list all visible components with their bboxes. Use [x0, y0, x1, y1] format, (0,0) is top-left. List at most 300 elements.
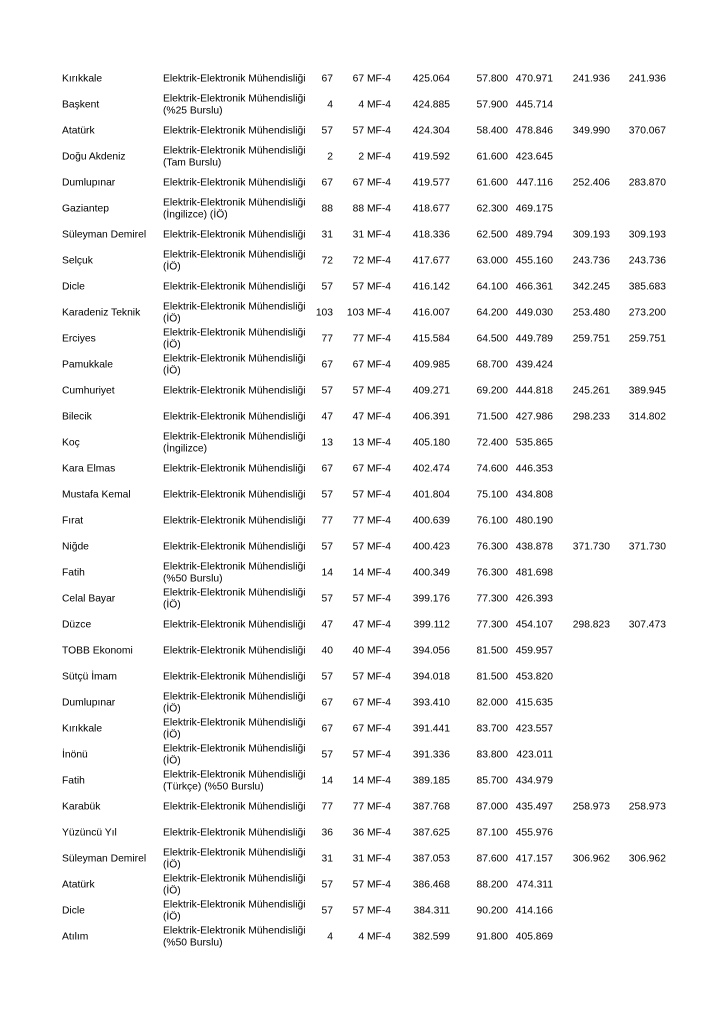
value-col-2: 273.200 — [628, 307, 666, 319]
table-row — [62, 664, 674, 690]
max-score: 434.808 — [515, 489, 553, 501]
max-score: 444.818 — [515, 385, 553, 397]
min-score: 389.185 — [412, 775, 450, 787]
max-score: 427.986 — [515, 411, 553, 423]
university-name: TOBB Ekonomi — [62, 645, 133, 657]
university-name: Gaziantep — [62, 203, 109, 215]
max-score: 405.869 — [515, 931, 553, 943]
min-score: 386.468 — [412, 879, 450, 891]
quota-type: 57 MF-4 — [352, 879, 391, 891]
quota: 67 — [321, 697, 333, 709]
success-rank: 62.500 — [476, 229, 508, 241]
value-col-1: 243.736 — [572, 255, 610, 267]
program-name — [163, 926, 306, 949]
program-name — [163, 463, 306, 475]
program-line: Elektrik-Elektronik Mühendisliği — [163, 587, 306, 599]
value-col-2: 306.962 — [628, 853, 666, 865]
quota-type: 77 MF-4 — [352, 801, 391, 813]
quota-type: 67 MF-4 — [352, 177, 391, 189]
program-line: Elektrik-Elektronik Mühendisliği — [163, 827, 306, 839]
min-score: 387.625 — [412, 827, 450, 839]
program-line: Elektrik-Elektronik Mühendisliği — [163, 229, 306, 241]
university-name: Pamukkale — [62, 359, 113, 371]
success-rank: 64.500 — [476, 333, 508, 345]
program-line: Elektrik-Elektronik Mühendisliği — [163, 769, 306, 781]
max-score: 415.635 — [515, 697, 553, 709]
success-rank: 57.800 — [476, 73, 508, 85]
success-rank: 83.800 — [476, 749, 508, 761]
max-score: 470.971 — [515, 73, 553, 85]
table-row — [62, 716, 674, 742]
table-row — [62, 638, 674, 664]
max-score: 434.979 — [515, 775, 553, 787]
max-score: 446.353 — [515, 463, 553, 475]
quota: 4 — [327, 99, 333, 111]
program-name — [163, 385, 306, 397]
success-rank: 81.500 — [476, 645, 508, 657]
quota-type: 57 MF-4 — [352, 905, 391, 917]
min-score: 387.053 — [412, 853, 450, 865]
university-name: Dumlupınar — [62, 177, 116, 189]
min-score: 384.311 — [413, 905, 450, 917]
program-line: (%50 Burslu) — [163, 937, 223, 948]
min-score: 406.391 — [412, 411, 450, 423]
table-row — [62, 430, 674, 456]
program-line: Elektrik-Elektronik Mühendisliği — [163, 463, 306, 475]
university-name: İnönü — [62, 749, 88, 761]
value-col-1: 306.962 — [572, 853, 610, 865]
program-name — [163, 671, 306, 683]
table-row — [62, 482, 674, 508]
university-name: Doğu Akdeniz — [62, 151, 126, 163]
success-rank: 83.700 — [476, 723, 508, 735]
university-name: Kara Elmas — [62, 463, 116, 475]
value-col-2: 389.945 — [628, 385, 666, 397]
min-score: 391.336 — [412, 749, 450, 761]
min-score: 394.018 — [412, 671, 450, 683]
max-score: 423.645 — [515, 151, 553, 163]
min-score: 400.349 — [412, 567, 450, 579]
table-row — [62, 118, 674, 144]
program-line: Elektrik-Elektronik Mühendisliği — [163, 925, 306, 937]
table-row — [62, 92, 674, 118]
max-score: 466.361 — [515, 281, 553, 293]
min-score: 382.599 — [412, 931, 450, 943]
quota-type: 57 MF-4 — [352, 593, 391, 605]
program-line: (İÖ) — [163, 755, 181, 766]
success-rank: 77.300 — [476, 593, 508, 605]
program-name — [163, 146, 306, 169]
university-name: Süleyman Demirel — [62, 853, 147, 865]
max-score: 455.160 — [515, 255, 553, 267]
program-name — [163, 177, 306, 189]
quota: 67 — [321, 359, 333, 371]
success-rank: 87.000 — [476, 801, 508, 813]
quota-type: 57 MF-4 — [352, 671, 391, 683]
max-score: 414.166 — [515, 905, 553, 917]
university-name: Kırıkkale — [62, 723, 103, 735]
min-score: 416.007 — [412, 307, 450, 319]
max-score: 480.190 — [515, 515, 553, 527]
min-score: 419.577 — [412, 177, 450, 189]
success-rank: 69.200 — [476, 385, 508, 397]
program-line: (İÖ) — [163, 365, 181, 376]
quota: 47 — [321, 411, 333, 423]
quota: 77 — [321, 801, 333, 813]
success-rank: 75.100 — [476, 489, 508, 501]
value-col-1: 298.823 — [572, 619, 610, 631]
value-col-1: 252.406 — [572, 177, 610, 189]
university-name: Yüzüncü Yıl — [62, 827, 117, 839]
program-line: (İÖ) — [163, 599, 181, 610]
value-col-2: 258.973 — [628, 801, 666, 813]
min-score: 402.474 — [412, 463, 450, 475]
quota-type: 67 MF-4 — [352, 723, 391, 735]
min-score: 417.677 — [412, 255, 450, 267]
program-line: (%50 Burslu) — [163, 573, 223, 584]
value-col-2: 385.683 — [628, 281, 666, 293]
university-name: Atatürk — [62, 125, 95, 137]
table-row — [62, 872, 674, 898]
program-line: Elektrik-Elektronik Mühendisliği — [163, 431, 306, 443]
program-name — [163, 125, 306, 137]
min-score: 405.180 — [412, 437, 450, 449]
program-line: (İÖ) — [163, 703, 181, 714]
quota: 88 — [321, 203, 333, 215]
quota-type: 67 MF-4 — [352, 463, 391, 475]
quota: 57 — [321, 281, 333, 293]
program-line: Elektrik-Elektronik Mühendisliği — [163, 743, 306, 755]
program-line: Elektrik-Elektronik Mühendisliği — [163, 515, 306, 527]
max-score: 478.846 — [515, 125, 553, 137]
quota-type: 57 MF-4 — [352, 749, 391, 761]
table-row — [62, 170, 674, 196]
min-score: 400.423 — [412, 541, 450, 553]
max-score: 459.957 — [515, 645, 553, 657]
quota-type: 57 MF-4 — [352, 281, 391, 293]
quota-type: 57 MF-4 — [352, 489, 391, 501]
value-col-1: 253.480 — [572, 307, 610, 319]
min-score: 401.804 — [412, 489, 450, 501]
min-score: 419.592 — [412, 151, 450, 163]
university-name: Cumhuriyet — [62, 385, 115, 397]
max-score: 423.557 — [515, 723, 553, 735]
quota: 57 — [321, 905, 333, 917]
quota: 40 — [321, 645, 333, 657]
quota-type: 77 MF-4 — [352, 333, 391, 345]
program-line: Elektrik-Elektronik Mühendisliği — [163, 847, 306, 859]
table-row — [62, 846, 674, 872]
program-line: Elektrik-Elektronik Mühendisliği — [163, 899, 306, 911]
program-line: Elektrik-Elektronik Mühendisliği — [163, 73, 306, 85]
min-score: 424.885 — [412, 99, 450, 111]
min-score: 387.768 — [412, 801, 450, 813]
quota: 72 — [321, 255, 333, 267]
success-rank: 74.600 — [476, 463, 508, 475]
table-row — [62, 274, 674, 300]
quota: 4 — [327, 931, 333, 943]
quota: 2 — [327, 151, 333, 163]
university-name: Koç — [62, 437, 80, 449]
program-name — [163, 692, 306, 715]
university-name: Atatürk — [62, 879, 95, 891]
success-rank: 61.600 — [476, 177, 508, 189]
success-rank: 91.800 — [476, 931, 508, 943]
quota: 57 — [321, 671, 333, 683]
university-name: Düzce — [62, 619, 92, 631]
quota-type: 57 MF-4 — [352, 385, 391, 397]
quota-type: 40 MF-4 — [352, 645, 391, 657]
program-line: Elektrik-Elektronik Mühendisliği — [163, 541, 306, 553]
value-col-2: 314.802 — [628, 411, 666, 423]
quota-type: 57 MF-4 — [352, 541, 391, 553]
quota-type: 4 MF-4 — [358, 99, 391, 111]
value-col-1: 258.973 — [572, 801, 610, 813]
quota: 103 — [315, 307, 333, 319]
quota: 77 — [321, 333, 333, 345]
quota-type: 31 MF-4 — [352, 229, 391, 241]
university-name: Başkent — [62, 99, 100, 111]
program-line: Elektrik-Elektronik Mühendisliği — [163, 249, 306, 261]
university-name: Karadeniz Teknik — [62, 307, 141, 319]
quota-type: 88 MF-4 — [352, 203, 391, 215]
program-name — [163, 874, 306, 897]
success-rank: 63.000 — [476, 255, 508, 267]
university-name: Dicle — [62, 281, 85, 293]
results-table — [62, 66, 674, 950]
program-line: Elektrik-Elektronik Mühendisliği — [163, 281, 306, 293]
table-row — [62, 404, 674, 430]
program-line: (İÖ) — [163, 885, 181, 896]
min-score: 409.985 — [412, 359, 450, 371]
program-line: (İÖ) — [163, 729, 181, 740]
table-row — [62, 768, 674, 794]
min-score: 424.304 — [412, 125, 450, 137]
quota-type: 47 MF-4 — [352, 619, 391, 631]
success-rank: 72.400 — [476, 437, 508, 449]
program-name — [163, 744, 306, 767]
value-col-2: 309.193 — [628, 229, 666, 241]
program-name — [163, 354, 306, 377]
table-row — [62, 326, 674, 352]
min-score: 399.176 — [412, 593, 450, 605]
program-name — [163, 645, 306, 657]
value-col-1: 309.193 — [572, 229, 610, 241]
program-line: (İngilizce) — [163, 443, 208, 454]
quota: 14 — [321, 567, 333, 579]
value-col-2: 241.936 — [628, 73, 666, 85]
program-name — [163, 801, 306, 813]
table-row — [62, 508, 674, 534]
max-score: 435.497 — [515, 801, 553, 813]
program-name — [163, 229, 306, 241]
success-rank: 82.000 — [476, 697, 508, 709]
program-line: Elektrik-Elektronik Mühendisliği — [163, 561, 306, 573]
university-name: Süleyman Demirel — [62, 229, 147, 241]
table-row — [62, 300, 674, 326]
program-line: Elektrik-Elektronik Mühendisliği — [163, 619, 306, 631]
program-line: Elektrik-Elektronik Mühendisliği — [163, 301, 306, 313]
quota: 57 — [321, 125, 333, 137]
program-name — [163, 411, 306, 423]
university-name: Kırıkkale — [62, 73, 103, 85]
table-row — [62, 794, 674, 820]
max-score: 447.116 — [516, 177, 553, 189]
program-name — [163, 432, 306, 455]
quota: 77 — [321, 515, 333, 527]
program-line: (İÖ) — [163, 911, 181, 922]
value-col-1: 259.751 — [572, 333, 610, 345]
university-name: Fırat — [62, 515, 84, 527]
table-row — [62, 66, 674, 92]
quota-type: 2 MF-4 — [358, 151, 391, 163]
quota: 67 — [321, 73, 333, 85]
max-score: 438.878 — [515, 541, 553, 553]
program-name — [163, 250, 306, 273]
success-rank: 68.700 — [476, 359, 508, 371]
table-row — [62, 560, 674, 586]
university-name: Bilecik — [62, 411, 92, 423]
max-score: 474.311 — [516, 879, 553, 891]
min-score: 391.441 — [412, 723, 450, 735]
table-row — [62, 144, 674, 170]
program-line: Elektrik-Elektronik Mühendisliği — [163, 489, 306, 501]
quota: 57 — [321, 593, 333, 605]
program-line: Elektrik-Elektronik Mühendisliği — [163, 385, 306, 397]
success-rank: 88.200 — [476, 879, 508, 891]
min-score: 400.639 — [412, 515, 450, 527]
table-row — [62, 196, 674, 222]
value-col-2: 370.067 — [628, 125, 666, 137]
quota-type: 67 MF-4 — [352, 359, 391, 371]
value-col-2: 307.473 — [628, 619, 666, 631]
table-row — [62, 898, 674, 924]
university-name: Atılım — [62, 931, 89, 943]
table-row — [62, 248, 674, 274]
program-line: Elektrik-Elektronik Mühendisliği — [163, 327, 306, 339]
program-name — [163, 73, 306, 85]
university-name: Fatih — [62, 567, 85, 579]
success-rank: 87.600 — [476, 853, 508, 865]
program-name — [163, 562, 306, 585]
program-name — [163, 770, 306, 793]
program-name — [163, 281, 306, 293]
university-name: Niğde — [62, 541, 89, 553]
success-rank: 76.300 — [476, 567, 508, 579]
value-col-2: 283.870 — [628, 177, 666, 189]
program-line: Elektrik-Elektronik Mühendisliği — [163, 801, 306, 813]
quota-type: 67 MF-4 — [352, 697, 391, 709]
success-rank: 62.300 — [476, 203, 508, 215]
table-row — [62, 690, 674, 716]
min-score: 394.056 — [412, 645, 450, 657]
success-rank: 76.300 — [476, 541, 508, 553]
table-row — [62, 456, 674, 482]
max-score: 449.789 — [515, 333, 553, 345]
university-name: Erciyes — [62, 333, 96, 345]
quota: 13 — [321, 437, 333, 449]
program-name — [163, 848, 306, 871]
university-name: Dicle — [62, 905, 85, 917]
success-rank: 81.500 — [476, 671, 508, 683]
value-col-1: 298.233 — [572, 411, 610, 423]
quota: 14 — [321, 775, 333, 787]
max-score: 439.424 — [515, 359, 553, 371]
quota: 57 — [321, 489, 333, 501]
program-name — [163, 328, 306, 351]
program-line: (%25 Burslu) — [163, 105, 223, 116]
quota-type: 36 MF-4 — [352, 827, 391, 839]
max-score: 445.714 — [515, 99, 553, 111]
quota-type: 57 MF-4 — [352, 125, 391, 137]
success-rank: 58.400 — [476, 125, 508, 137]
program-line: Elektrik-Elektronik Mühendisliği — [163, 197, 306, 209]
table-row — [62, 222, 674, 248]
table-row — [62, 820, 674, 846]
table-row — [62, 534, 674, 560]
quota-type: 14 MF-4 — [352, 567, 391, 579]
success-rank: 85.700 — [476, 775, 508, 787]
max-score: 426.393 — [515, 593, 553, 605]
program-line: Elektrik-Elektronik Mühendisliği — [163, 411, 306, 423]
value-col-1: 241.936 — [572, 73, 610, 85]
min-score: 416.142 — [412, 281, 450, 293]
quota: 67 — [321, 723, 333, 735]
success-rank: 57.900 — [476, 99, 508, 111]
university-name: Fatih — [62, 775, 85, 787]
university-name: Celal Bayar — [62, 593, 116, 605]
max-score: 469.175 — [515, 203, 553, 215]
program-line: Elektrik-Elektronik Mühendisliği — [163, 873, 306, 885]
max-score: 481.698 — [515, 567, 553, 579]
success-rank: 77.300 — [476, 619, 508, 631]
success-rank: 64.100 — [476, 281, 508, 293]
success-rank: 61.600 — [476, 151, 508, 163]
min-score: 418.677 — [412, 203, 450, 215]
min-score: 415.584 — [412, 333, 450, 345]
program-line: (Türkçe) (%50 Burslu) — [163, 781, 264, 792]
university-name: Sütçü İmam — [62, 671, 117, 683]
table-row — [62, 742, 674, 768]
program-name — [163, 827, 306, 839]
program-name — [163, 541, 306, 553]
table-row — [62, 378, 674, 404]
max-score: 455.976 — [515, 827, 553, 839]
value-col-2: 259.751 — [628, 333, 666, 345]
program-line: (İÖ) — [163, 339, 181, 350]
program-name — [163, 619, 306, 631]
value-col-2: 243.736 — [628, 255, 666, 267]
success-rank: 71.500 — [476, 411, 508, 423]
table-row — [62, 352, 674, 378]
program-name — [163, 94, 306, 117]
table-row — [62, 586, 674, 612]
program-line: (İÖ) — [163, 261, 181, 272]
value-col-1: 371.730 — [572, 541, 610, 553]
min-score: 399.112 — [413, 619, 450, 631]
university-name: Mustafa Kemal — [62, 489, 131, 501]
value-col-1: 245.261 — [572, 385, 610, 397]
program-line: Elektrik-Elektronik Mühendisliği — [163, 93, 306, 105]
success-rank: 87.100 — [476, 827, 508, 839]
quota-type: 4 MF-4 — [358, 931, 391, 943]
success-rank: 76.100 — [476, 515, 508, 527]
university-name: Selçuk — [62, 255, 93, 267]
quota-type: 72 MF-4 — [352, 255, 391, 267]
max-score: 417.157 — [515, 853, 553, 865]
quota-type: 47 MF-4 — [352, 411, 391, 423]
quota-type: 67 MF-4 — [352, 73, 391, 85]
